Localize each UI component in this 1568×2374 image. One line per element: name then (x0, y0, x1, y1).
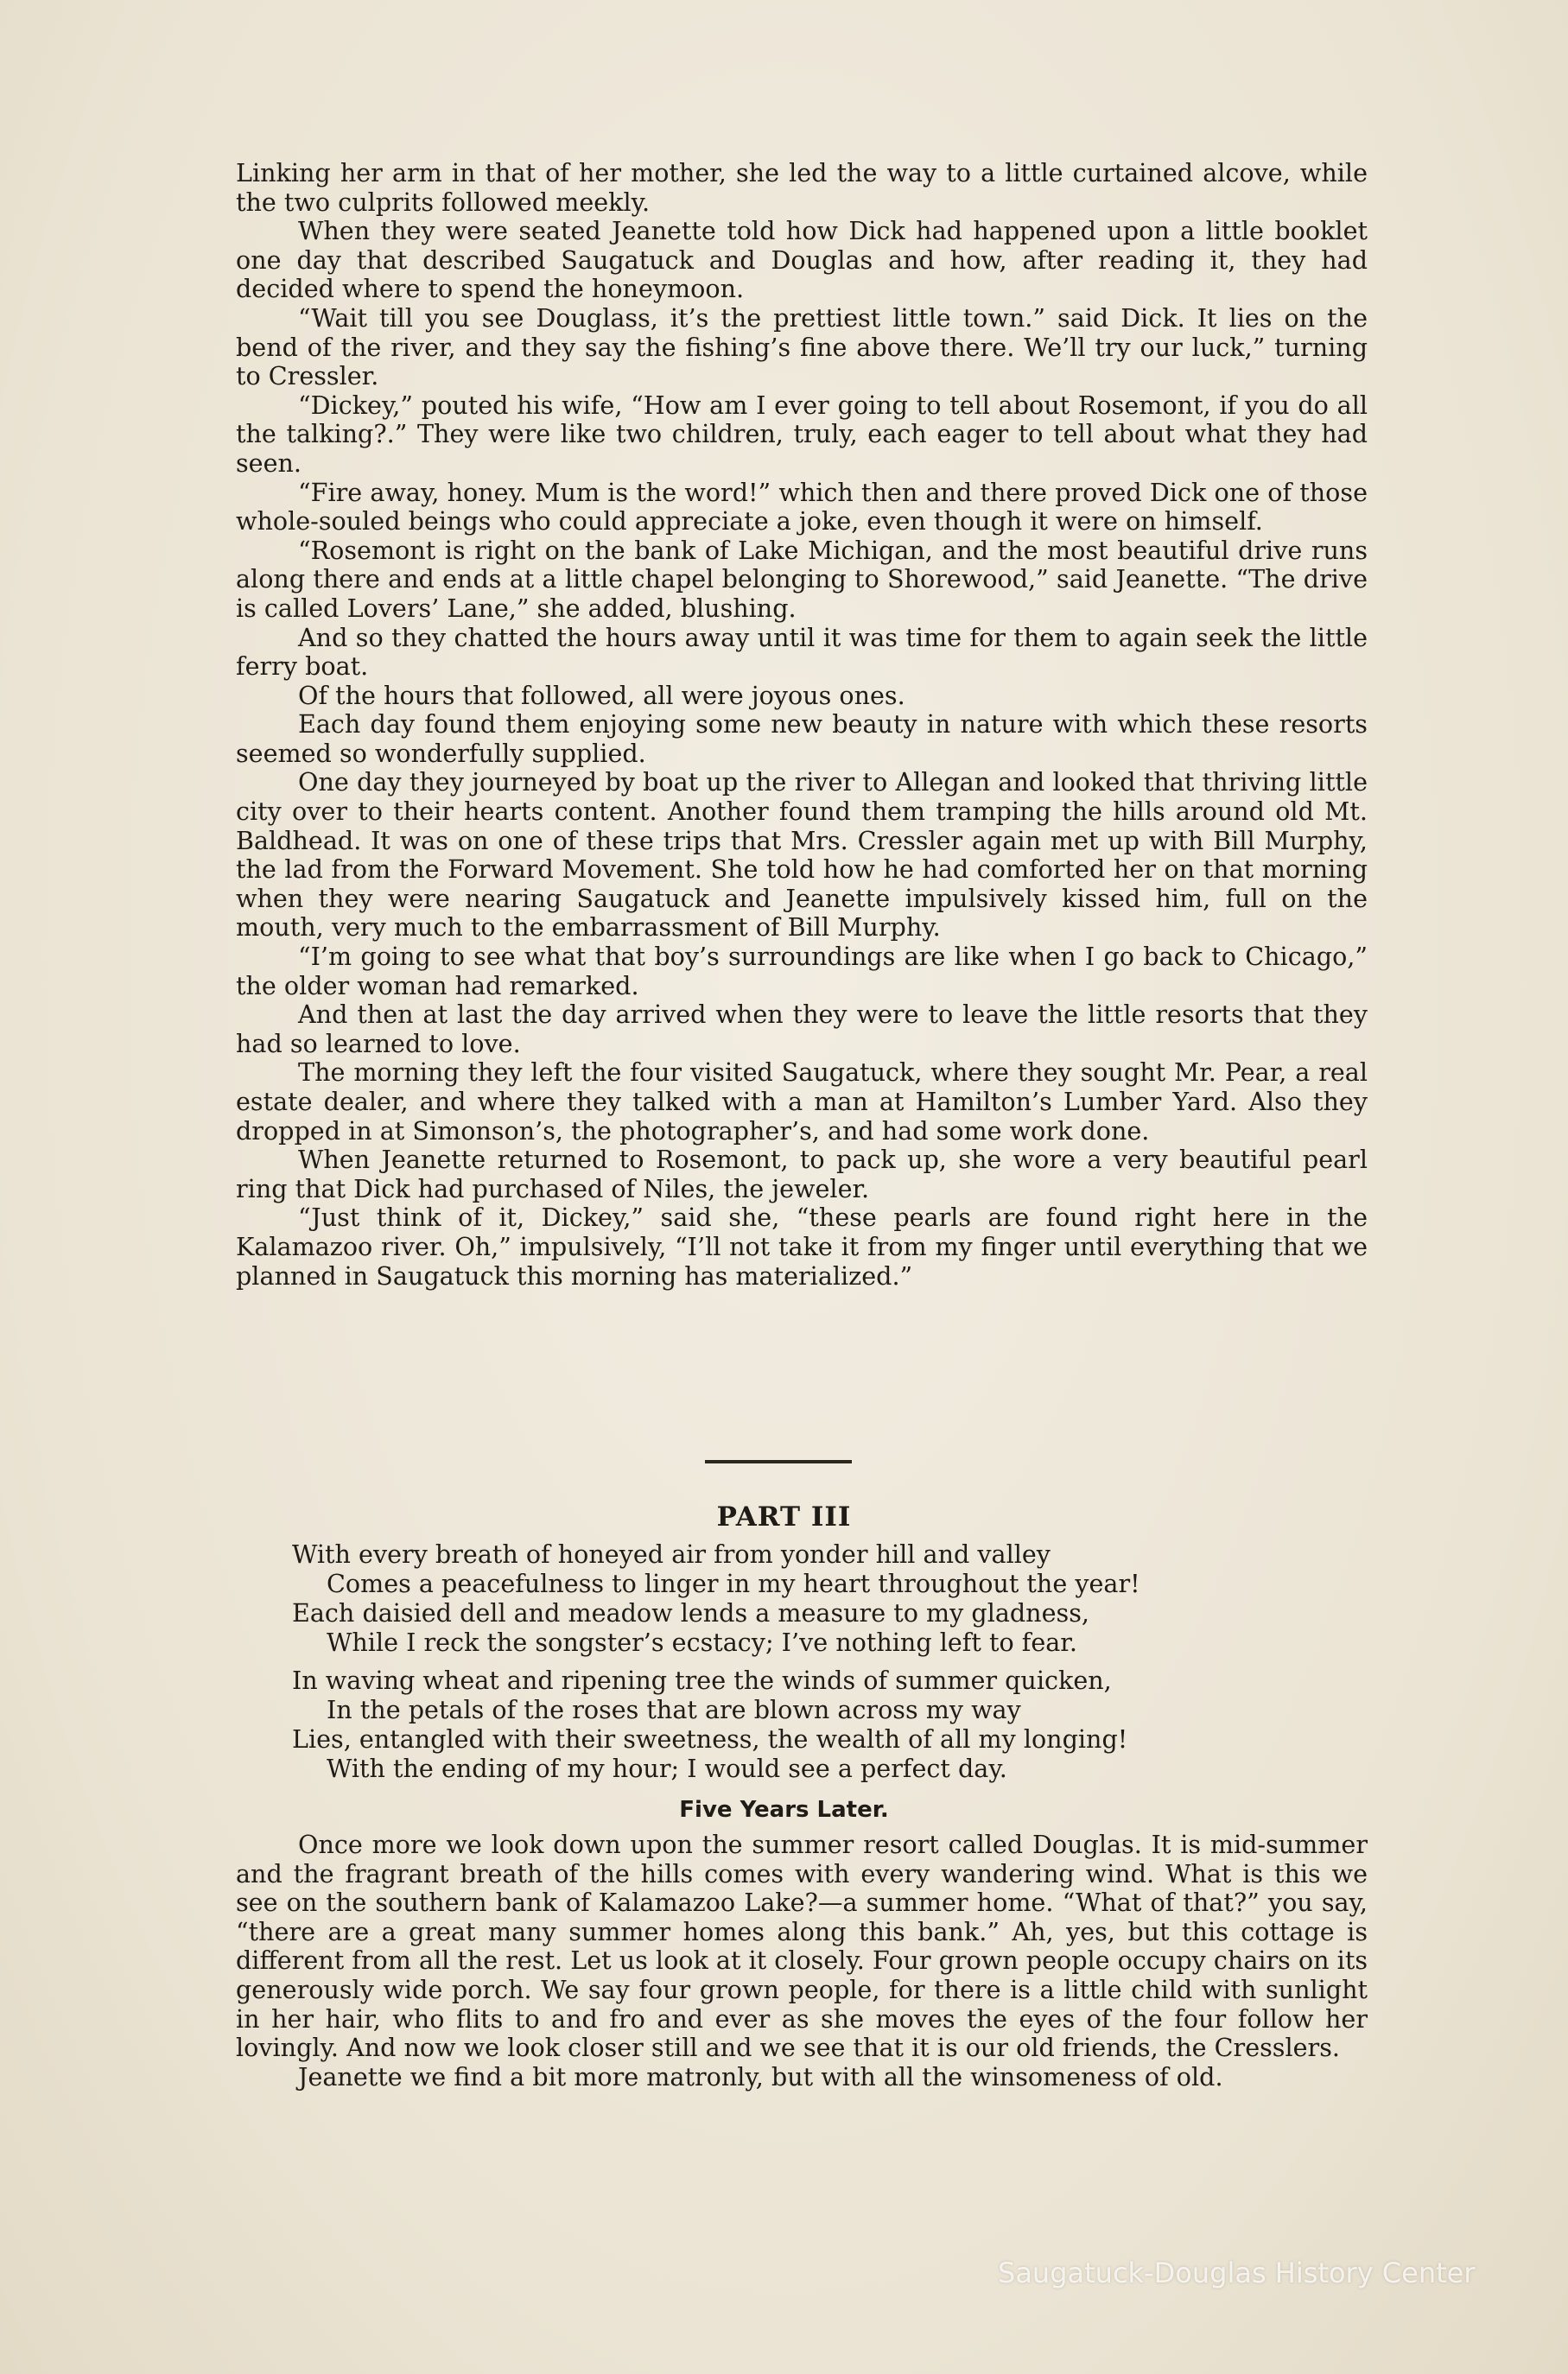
poem-line: Comes a peacefulness to linger in my heart throughout the year! (327, 1569, 1140, 1598)
paragraph: Jeanette we find a bit more matronly, but with all the winsomeness of old. (298, 2061, 1223, 2092)
part-title: PART III (716, 1501, 852, 1533)
paragraph: The morning they left the four visited Saugatuck, where they sought Mr. Pear, a real estate dealer, and where they talked with a man at Hamilton’s Lumber Yard. Also they dropped in at Simonson’s, the photographer’s, and had some work done. (236, 1057, 1368, 1146)
poem-stanza (292, 1539, 1363, 1657)
poem-line: Each daisied dell and meadow lends a measure to my gladness, (292, 1598, 1089, 1628)
poem-line: Lies, entangled with their sweetness, the wealth of all my longing! (292, 1724, 1128, 1754)
paragraph: “I’m going to see what that boy’s surroundings are like when I go back to Chicago,” the older woman had remarked. (236, 942, 1368, 1000)
paragraph: When they were seated Jeanette told how Dick had happened upon a little booklet one day that described Saugatuck and Douglas and how, after reading it, they had decided where to spend the honeymoon. (236, 216, 1368, 304)
paragraph: Linking her arm in that of her mother, she led the way to a little curtained alcove, while the two culprits followed meekly. (236, 158, 1368, 217)
paragraph: When Jeanette returned to Rosemont, to pack up, she wore a very beautiful pearl ring that Dick had purchased of Niles, the jeweler. (236, 1145, 1368, 1203)
poem (292, 1539, 1363, 1792)
paragraph: “Wait till you see Douglass, it’s the prettiest little town.” said Dick. It lies on the bend of the river, and they say the fishing’s fine above there. We’ll try our luck,” turning to Cressler. (236, 302, 1368, 391)
poem-line: With every breath of honeyed air from yonder hill and valley (292, 1539, 1051, 1569)
story-text (236, 159, 1368, 1291)
poem-line: With the ending of my hour; I would see a perfect day. (327, 1754, 1007, 1783)
paragraph: “Rosemont is right on the bank of Lake Michigan, and the most beautiful drive runs along there and ends at a little chapel belonging to Shorewood,” said Jeanette. “The drive is called Lovers’ Lane,” she added, blushing. (236, 535, 1368, 623)
paragraph: “Fire away, honey. Mum is the word!” which then and there proved Dick one of those whole-souled beings who could appreciate a joke, even though it were on himself. (236, 477, 1368, 536)
poem-stanza (292, 1666, 1363, 1783)
paragraph: And then at last the day arrived when they were to leave the little resorts that they had so learned to love. (236, 1000, 1368, 1058)
paragraph: Of the hours that followed, all were joyous ones. (298, 680, 905, 710)
paragraph: One day they journeyed by boat up the river to Allegan and looked that thriving little city over to their hearts content. Another found them tramping the hills around old Mt. Baldhead. It was on one of these trips that Mrs. Cressler again met up with Bill Murphy, the lad from the Forward Movement. She told how he had comforted her on that morning when they were nearing Saugatuck and Jeanette impulsively kissed him, full on the mouth, very much to the embarrassment of Bill Murphy. (236, 767, 1368, 943)
section-divider (705, 1460, 852, 1463)
five-years-later-text (236, 1831, 1368, 2092)
poem-line: While I reck the songster’s ecstacy; I’ve nothing left to fear. (327, 1628, 1077, 1657)
paragraph: Once more we look down upon the summer resort called Douglas. It is mid-summer and the fragrant breath of the hills comes with every wandering wind. What is this we see on the southern bank of Kalamazoo Lake?—a summer home. “What of that?” you say, “there are a great many summer homes along this bank.” Ah, yes, but this cottage is different from all the rest. Let us look at it closely. Four grown people occupy chairs on its generously wide porch. We say four grown people, for there is a little child with sunlight in her hair, who flits to and fro and ever as she moves the eyes of the four follow her lovingly. And now we look closer still and we see that it is our old friends, the Cresslers. (236, 1830, 1368, 2063)
paragraph: And so they chatted the hours away until it was time for them to again seek the little ferry boat. (236, 622, 1368, 682)
paragraph: “Just think of it, Dickey,” said she, “these pearls are found right here in the Kalamazoo river. Oh,” impulsively, “I’ll not take it from my finger until everything that we planned in Saugatuck this morning has materialized.” (236, 1203, 1368, 1291)
section-title: Five Years Later. (679, 1797, 889, 1823)
poem-line: In waving wheat and ripening tree the winds of summer quicken, (292, 1666, 1112, 1695)
poem-line: In the petals of the roses that are blown across my way (327, 1695, 1021, 1724)
paragraph: Each day found them enjoying some new beauty in nature with which these resorts seemed so wonderfully supplied. (236, 709, 1368, 768)
paragraph: “Dickey,” pouted his wife, “How am I ever going to tell about Rosemont, if you do all the talking?.” They were like two children, truly, each eager to tell about what they had seen. (236, 390, 1368, 478)
watermark: Saugatuck-Douglas History Center (998, 2257, 1476, 2289)
